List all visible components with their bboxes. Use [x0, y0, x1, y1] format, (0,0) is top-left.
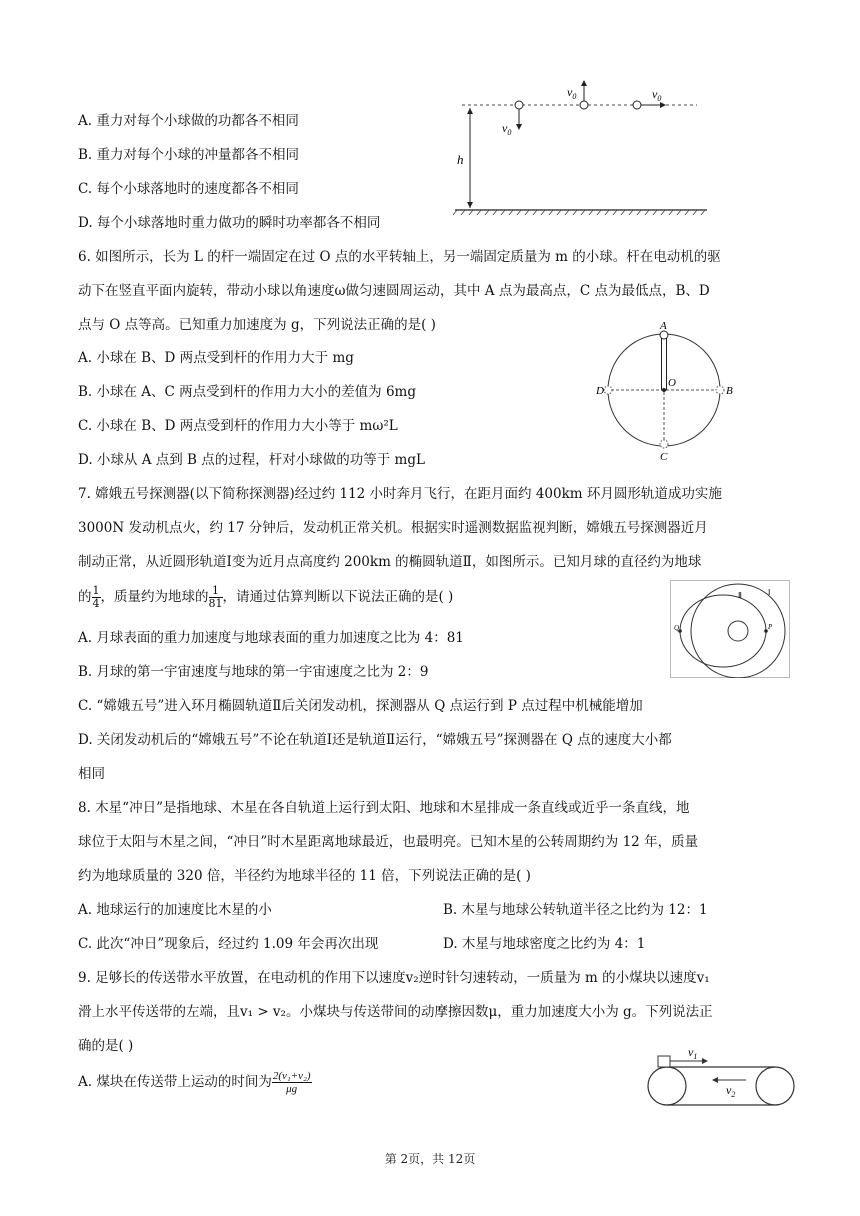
- q8-option-c: C. 此次“冲日”现象后，经过约 1.09 年会再次出现: [78, 936, 379, 952]
- q6-stem-line-3: 点与 O 点等高。已知重力加速度为 g，下列说法正确的是( ): [78, 317, 436, 333]
- q8-stem-line-2: 球位于太阳与木星之间，“冲日”时木星距离地球最近，也最明亮。已知木星的公转周期约为 12 年，质量: [78, 834, 699, 850]
- q8-stem-line-1: 8. 木星“冲日”是指地球、木星在各自轨道上运行到太阳、地球和木星排成一条直线或近乎一条直线，地: [78, 800, 690, 816]
- q5-option-c: C. 每个小球落地时的速度都各不相同: [78, 181, 299, 197]
- q6-label-a: A: [660, 320, 667, 332]
- q6-option-a: A. 小球在 B、D 两点受到杆的作用力大于 mg: [78, 350, 354, 366]
- q7-fraction-diameter: [92, 585, 101, 610]
- q6-label-d: D: [596, 385, 604, 397]
- q8-option-a: A. 地球运行的加速度比木星的小: [78, 902, 272, 918]
- q7-stem-post: ，请通过估算判断以下说法正确的是( ): [222, 589, 454, 605]
- q6-stem-line-2: 动下在竖直平面内旋转，带动小球以角速度ω做匀速圆周运动，其中 A 点为最高点，C 点为最低点，B、D: [78, 283, 710, 299]
- q7-label-p: P: [768, 623, 773, 631]
- q7-label-orbit-i: Ⅰ: [768, 588, 771, 597]
- q7-stem-line-3: 制动正常，从近圆形轨道Ⅰ变为近月点高度约 200km 的椭圆轨道Ⅱ，如图所示。已知月球的直径约为地球: [78, 554, 702, 570]
- page-footer: 第 2页，共 12页: [384, 1152, 476, 1166]
- q7-figure: [670, 580, 790, 678]
- q6-option-c: C. 小球在 B、D 两点受到杆的作用力大小等于 mω²L: [78, 418, 398, 434]
- q9-frac-den: μg: [286, 1083, 298, 1095]
- q7-label-orbit-ii: Ⅱ: [738, 591, 742, 600]
- q7-stem-mid: ，质量约为地球的: [100, 589, 209, 605]
- q9-v2-label: $v_2$: [726, 1083, 736, 1099]
- q7-option-c: C. “嫦娥五号”进入环月椭圆轨道Ⅱ后关闭发动机，探测器从 Q 点运行到 P 点过程中机械能增加: [78, 698, 643, 714]
- q5-v0-right: $v_0$: [652, 87, 662, 103]
- q9-frac-num: 2(v₁+v₂): [272, 1070, 311, 1082]
- q9-option-a-text: A. 煤块在传送带上运动的时间为: [78, 1074, 272, 1090]
- q9-stem-line-3: 确的是( ): [78, 1038, 134, 1054]
- q9-v1-label: $v_1$: [688, 1045, 698, 1061]
- q6-stem-line-1: 6. 如图所示，长为 L 的杆一端固定在过 O 点的水平转轴上，另一端固定质量为 m 的小球。杆在电动机的驱: [78, 249, 721, 265]
- q6-label-c: C: [660, 451, 668, 463]
- q7-frac2-num: 1: [209, 585, 223, 598]
- q5-v0-down: $v_0$: [502, 121, 512, 137]
- q8-stem-line-3: 约为地球质量的 320 倍，半径约为地球半径的 11 倍，下列说法正确的是( ): [78, 868, 531, 884]
- q7-frac1-den: 4: [92, 597, 100, 610]
- q7-stem-pre: 的: [78, 589, 92, 605]
- q7-frac2-den: 81: [208, 597, 223, 610]
- q6-label-o: O: [668, 377, 676, 389]
- q6-label-b: B: [726, 385, 733, 397]
- q6-option-d: D. 小球从 A 点到 B 点的过程，杆对小球做的功等于 mgL: [78, 452, 425, 468]
- q9-stem-line-2: 滑上水平传送带的左端，且v₁ > v₂。小煤块与传送带间的动摩擦因数μ，重力加速度大小为 g。下列说法正: [78, 1004, 713, 1020]
- q9-option-a: [78, 1068, 312, 1096]
- q5-option-a: A. 重力对每个小球做的功都各不相同: [78, 113, 299, 129]
- q6-figure: [596, 318, 736, 464]
- q5-v0-up: $v_0$: [567, 85, 577, 101]
- q7-frac1-num: 1: [92, 584, 100, 597]
- q7-label-q: Q: [674, 624, 680, 632]
- q7-fraction-mass: [209, 585, 223, 610]
- q7-stem-line-1: 7. 嫦娥五号探测器(以下简称探测器)经过约 112 小时奔月飞行，在距月面约 400km 环月圆形轨道成功实施: [78, 486, 722, 502]
- q7-option-d: D. 关闭发动机后的“嫦娥五号”不论在轨道Ⅰ还是轨道Ⅱ运行，“嫦娥五号”探测器在 Q 点的速度大小都: [78, 732, 672, 748]
- q6-option-b: B. 小球在 A、C 两点受到杆的作用力大小的差值为 6mg: [78, 384, 416, 400]
- q5-h-label: h: [457, 152, 464, 167]
- q8-option-b: B. 木星与地球公转轨道半径之比约为 12：1: [443, 902, 708, 918]
- q9-figure: [644, 1044, 800, 1108]
- q9-stem-line-1: 9. 足够长的传送带水平放置，在电动机的作用下以速度v₂逆时针匀速转动，一质量为 m 的小煤块以速度v₁: [78, 970, 710, 986]
- q7-option-a: A. 月球表面的重力加速度与地球表面的重力加速度之比为 4：81: [78, 630, 464, 646]
- q9-option-a-fraction: [272, 1070, 312, 1095]
- q5-option-d: D. 每个小球落地时重力做功的瞬时功率都各不相同: [78, 215, 381, 231]
- q8-option-d: D. 木星与地球密度之比约为 4：1: [443, 936, 646, 952]
- q7-option-d-cont: 相同: [78, 766, 105, 782]
- q7-stem-line-4: [78, 584, 453, 610]
- q7-stem-line-2: 3000N 发动机点火，约 17 分钟后，发动机正常关机。根据实时遥测数据监视判断，嫦娥五号探测器近月: [78, 520, 708, 536]
- q5-option-b: B. 重力对每个小球的冲量都各不相同: [78, 147, 300, 163]
- q7-option-b: B. 月球的第一宇宙速度与地球的第一宇宙速度之比为 2：9: [78, 664, 429, 680]
- q5-figure: [452, 78, 712, 218]
